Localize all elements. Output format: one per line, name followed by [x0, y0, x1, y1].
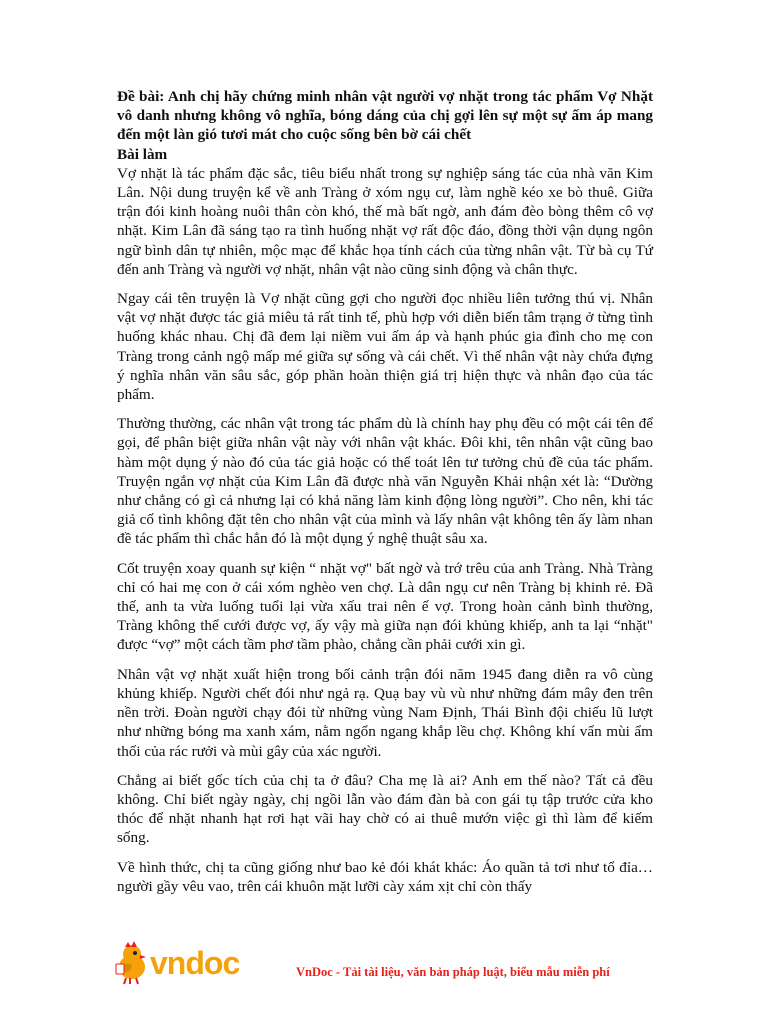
paragraph: Chẳng ai biết gốc tích của chị ta ở đâu? Cha mẹ là ai? Anh em thế nào? Tất cả đều không. Chỉ biết ngày ngày, chị ngồi lẫn vào đám đàn bà con gái tụ tập trước cửa kho thóc để nhặt nhanh hạt rơi hạt vãi hay chờ có ai thuê mướn việc gì thì làm để kiếm sống.	[117, 771, 653, 847]
document-title: Đề bài: Anh chị hãy chứng minh nhân vật người vợ nhặt trong tác phẩm Vợ Nhặt vô danh nhưng không vô nghĩa, bóng dáng của chị gợi lên sự một sự ấm áp mang đến một làn gió tươi mát cho cuộc sống bên bờ cái chết	[117, 88, 653, 144]
paragraph: Về hình thức, chị ta cũng giống như bao kẻ đói khát khác: Áo quần tả tơi như tổ đỉa… người gầy vêu vao, trên cái khuôn mặt lưỡi cày xám xịt chỉ còn thấy	[117, 858, 653, 895]
paragraph: Vợ nhặt là tác phẩm đặc sắc, tiêu biểu nhất trong sự nghiệp sáng tác của nhà văn Kim Lân. Nội dung truyện kể về anh Tràng ở xóm ngụ cư, làm nghề kéo xe bò thuê. Giữa trận đói kinh hoàng nuôi thân còn khó, thế mà bất ngờ, anh đám đèo bòng thêm cô vợ nhặt. Kim Lân đã sáng tạo ra tình huống nhặt vợ rất độc đáo, đồng thời vận dụng ngôn ngữ bình dân tự nhiên, mộc mạc để khắc họa tính cách của từng nhân vật. Từ bà cụ Tứ đến anh Tràng và người vợ nhặt, nhân vật nào cũng sinh động và chân thực.	[117, 164, 653, 278]
paragraph: Thường thường, các nhân vật trong tác phẩm dù là chính hay phụ đều có một cái tên để gọi, để phân biệt giữa nhân vật này với nhân vật khác. Đôi khi, tên nhân vật cũng bao hàm một dụng ý nào đó của tác giả hoặc có thể toát lên tư tưởng chủ đề của tác phẩm. Truyện ngắn vợ nhặt của Kim Lân đã được nhà văn Nguyễn Khải nhận xét là: “Dường như chẳng có gì cả nhưng lại có khả năng làm kinh động lòng người”. Cho nên, khi tác giả cố tình không đặt tên cho nhân vật của mình và lấy nhân vật không tên ấy làm nhan đề tác phẩm thì chắc hẳn đó là một dụng ý nghệ thuật sâu xa.	[117, 415, 653, 548]
document-subtitle: Bài làm	[117, 145, 168, 163]
chick-mascot-icon	[116, 941, 146, 984]
paragraph: Nhân vật vợ nhặt xuất hiện trong bối cảnh trận đói năm 1945 đang diễn ra vô cùng khủng khiếp. Người chết đói như ngả rạ. Quạ bay vù vù như những đám mây đen trên nền trời. Đoàn người chạy đói từ những vùng Nam Định, Thái Bình đội chiếu lũ lượt như những bóng ma xanh xám, nằm ngổn ngang khắp lều chợ. Không khí vẩn mùi ẩm thối của rác rưởi và mùi gây của xác người.	[117, 665, 653, 760]
paragraph: Cốt truyện xoay quanh sự kiện “ nhặt vợ" bất ngờ và trớ trêu của anh Tràng. Nhà Tràng chỉ có hai mẹ con ở cái xóm nghèo ven chợ. Là dân ngụ cư nên Tràng bị khinh rẻ. Đã thế, anh ta vừa luống tuổi lại vừa xấu trai nên ế vợ. Trong hoàn cảnh bình thường, Tràng không thể cưới được vợ, ấy vậy mà giữa nạn đói khủng khiếp, anh ta lại “nhặt" được “vợ” một cách tầm phơ tầm phào, chẳng cần phải cưới xin gì.	[117, 559, 653, 654]
page-footer	[110, 940, 670, 990]
paragraph: Ngay cái tên truyện là Vợ nhặt cũng gợi cho người đọc nhiều liên tưởng thú vị. Nhân vật vợ nhặt được tác giả miêu tả rất tinh tế, phù hợp với diễn biến tâm trạng ở từng tình huống khác nhau. Chị đã đem lại niềm vui ấm áp và hạnh phúc gia đình cho mẹ con Tràng trong cảnh ngộ mấp mé giữa sự sống và cái chết. Vì thế nhân vật này chứa đựng ý nghĩa nhân văn sâu sắc, góp phần hoàn thiện giá trị hiện thực và nhân đạo của tác phẩm.	[117, 290, 653, 404]
footer-tagline[interactable]: VnDoc - Tải tài liệu, văn bản pháp luật, biểu mẫu miễn phí	[296, 965, 610, 979]
vndoc-logo[interactable]	[110, 940, 270, 986]
logo-wordmark: vndoc	[150, 945, 240, 981]
document-body	[117, 87, 653, 906]
